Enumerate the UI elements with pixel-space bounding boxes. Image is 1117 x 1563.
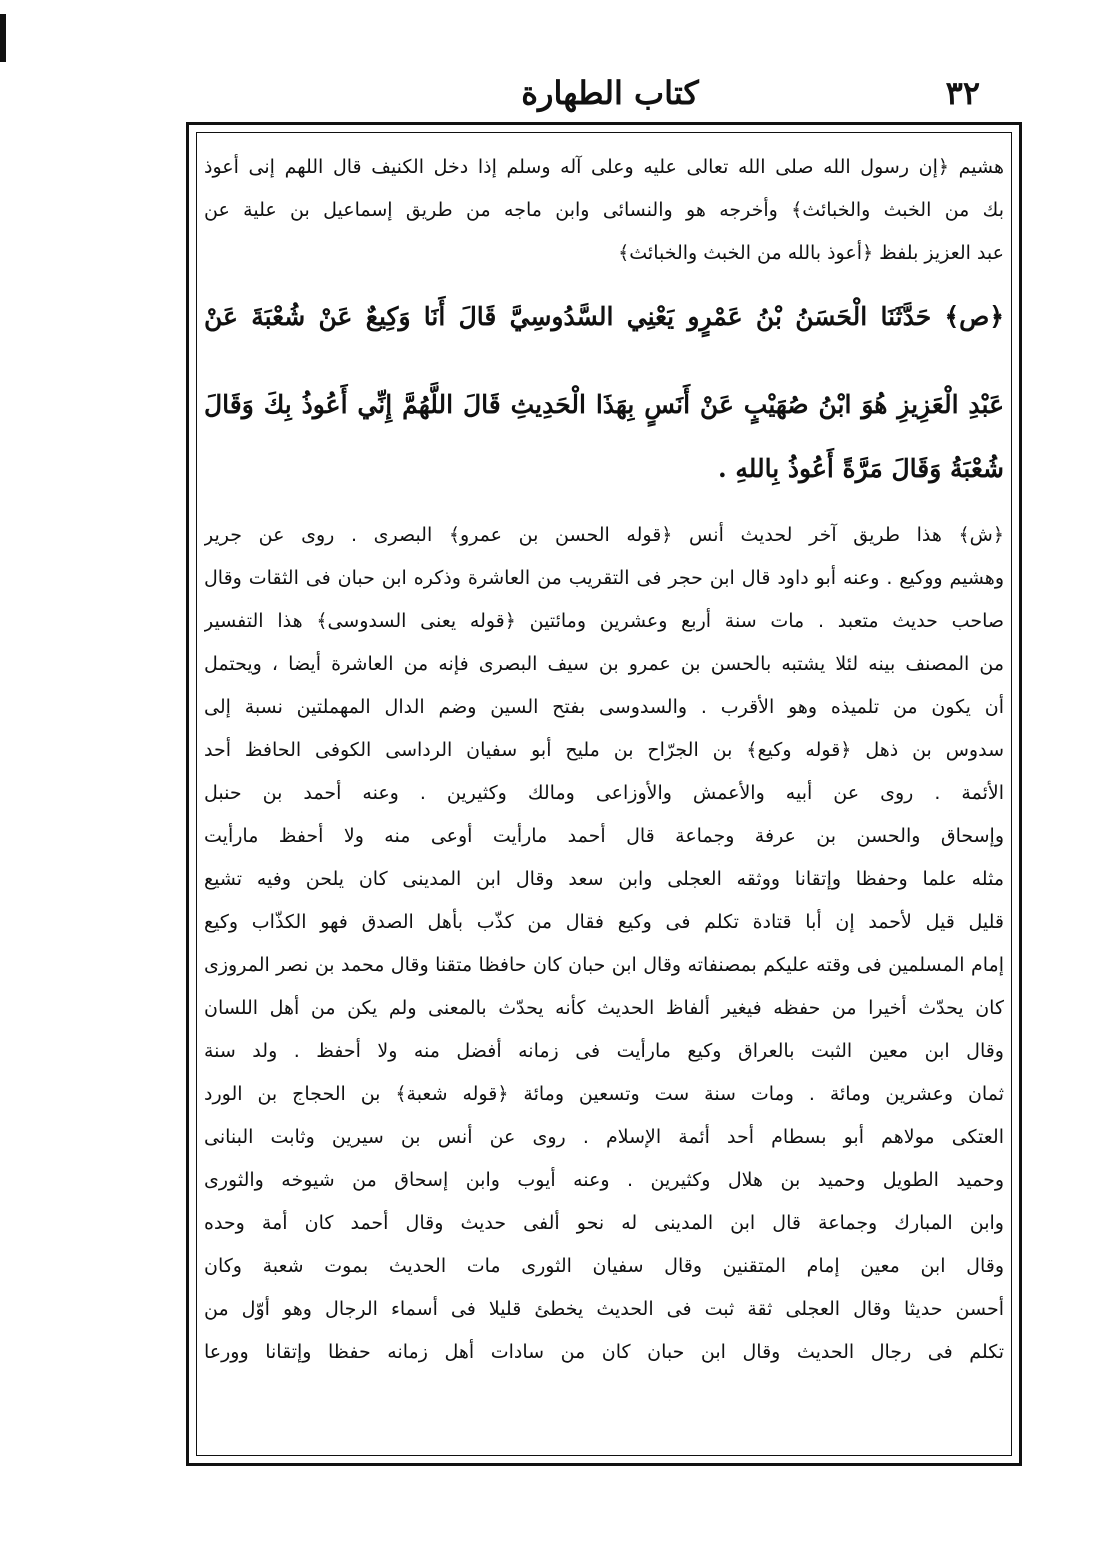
commentary-line: وهشيم ووكيع . وعنه أبو داود قال ابن حجر فى التقريب من العاشرة وذكره ابن حبان فى الثقات وقال [204,567,1004,589]
commentary-line: من المصنف بينه لئلا يشتبه بالحسن بن عمرو بن سيف البصرى فإنه من العاشرة أيضا ، ويحتمل [204,653,1004,675]
commentary-line: أن يكون من تلميذه وهو الأقرب . والسدوسى بفتح السين وضم الدال المهملتين نسبة إلى [204,696,1004,718]
commentary-line: أحسن حديثا وقال العجلى ثقة ثبت فى الحديث يخطئ قليلا فى أسماء الرجال وهو أوّل من [204,1298,1004,1320]
commentary-line: وابن المبارك وجماعة قال ابن المدينى له نحو ألفى حديث وقال أحمد كان أمة وحده [204,1212,1004,1234]
text-line: هشيم ﴿إن رسول الله صلى الله تعالى عليه وعلى آله وسلم إذا دخل الكنيف قال اللهم إنى أعوذ [204,156,1004,178]
commentary-line: وإسحاق والحسن بن عرفة وجماعة قال أحمد مارأيت أوعى منه ولا أحفظ مارأيت [204,825,1004,847]
page-number: ٣٢ [945,74,980,112]
commentary-line: العتكى مولاهم أبو بسطام أحد أئمة الإسلام . روى عن أنس بن سيرين وثابت البنانى [204,1126,1004,1148]
commentary-line: مثله علما وحفظا وإتقانا ووثقه العجلى وابن سعد وقال ابن المدينى كان يلحن وفيه تشيع [204,868,1004,890]
scan-edge-mark [0,14,6,62]
commentary-line: وقال ابن معين إمام المتقنين وقال سفيان الثورى مات الحديث بموت شعبة وكان [204,1255,1004,1277]
page-header [200,72,1020,120]
text-line: عبد العزيز بلفظ ﴿أعوذ بالله من الخبث والخبائث﴾ [618,242,1004,264]
hadith-text-line: شُعْبَةُ وَقَالَ مَرَّةً أَعُوذُ بِاللهِ . [717,454,1004,483]
commentary-line: وقال ابن معين الثبت بالعراق وكيع مارأيت فى زمانه أفضل منه ولا أحفظ . ولد سنة [204,1040,1004,1062]
running-title: كتاب الطهارة [521,74,699,112]
commentary-line: قليل قيل لأحمد إن أبا قتادة تكلم فى وكيع فقال من كذّب بأهل الصدق فهو الكذّاب وكيع [204,911,1004,933]
commentary-line: إمام المسلمين فى وقته عليكم بمصنفاته وقال ابن حبان كان حافظا متقنا وقال محمد بن نصر المروزى [204,954,1004,976]
commentary-line: وحميد الطويل وحميد بن هلال وكثيرين . وعنه أيوب وابن إسحاق من شيوخه والثورى [204,1169,1004,1191]
commentary-line: ﴿ش﴾ هذا طريق آخر لحديث أنس ﴿قوله الحسن بن عمرو﴾ البصرى . روى عن جرير [204,524,1004,546]
commentary-line: الأئمة . روى عن أبيه والأعمش والأوزاعى ومالك وكثيرين . وعنه أحمد بن حنبل [204,782,1004,804]
commentary-line: صاحب حديث متعبد . مات سنة أربع وعشرين ومائتين ﴿قوله يعنى السدوسى﴾ هذا التفسير [204,610,1004,632]
commentary-line: سدوس بن ذهل ﴿قوله وكيع﴾ بن الجرّاح بن مليح أبو سفيان الرداسى الكوفى الحافظ أحد [204,739,1004,761]
text-line: بك من الخبث والخبائث﴾ وأخرجه هو والنسائى وابن ماجه من طريق إسماعيل بن علية عن [204,199,1004,221]
hadith-text-line: عَبْدِ الْعَزِيزِ هُوَ ابْنُ صُهَيْبٍ عَنْ أَنَسٍ بِهَذَا الْحَدِيثِ قَالَ اللَّهُمَّ إِنِّي أَعُوذُ بِكَ وَقَالَ [204,390,1004,419]
commentary-line: ثمان وعشرين ومائة . ومات سنة ست وتسعين ومائة ﴿قوله شعبة﴾ بن الحجاج بن الورد [204,1083,1004,1105]
commentary-line: تكلم فى رجال الحديث وقال ابن حبان كان من سادات أهل زمانه حفظا وإتقانا وورعا [204,1341,1004,1363]
commentary-line: كان يحدّث أخيرا من حفظه فيغير ألفاظ الحديث كأنه يحدّث بالمعنى ولم يكن من أهل اللسان [204,997,1004,1019]
hadith-text-line: ﴿ص﴾ حَدَّثَنَا الْحَسَنُ بْنُ عَمْرٍو يَعْنِي السَّدُوسِيَّ قَالَ أَنَا وَكِيعٌ عَنْ شُعْبَةَ عَنْ [204,302,1004,331]
